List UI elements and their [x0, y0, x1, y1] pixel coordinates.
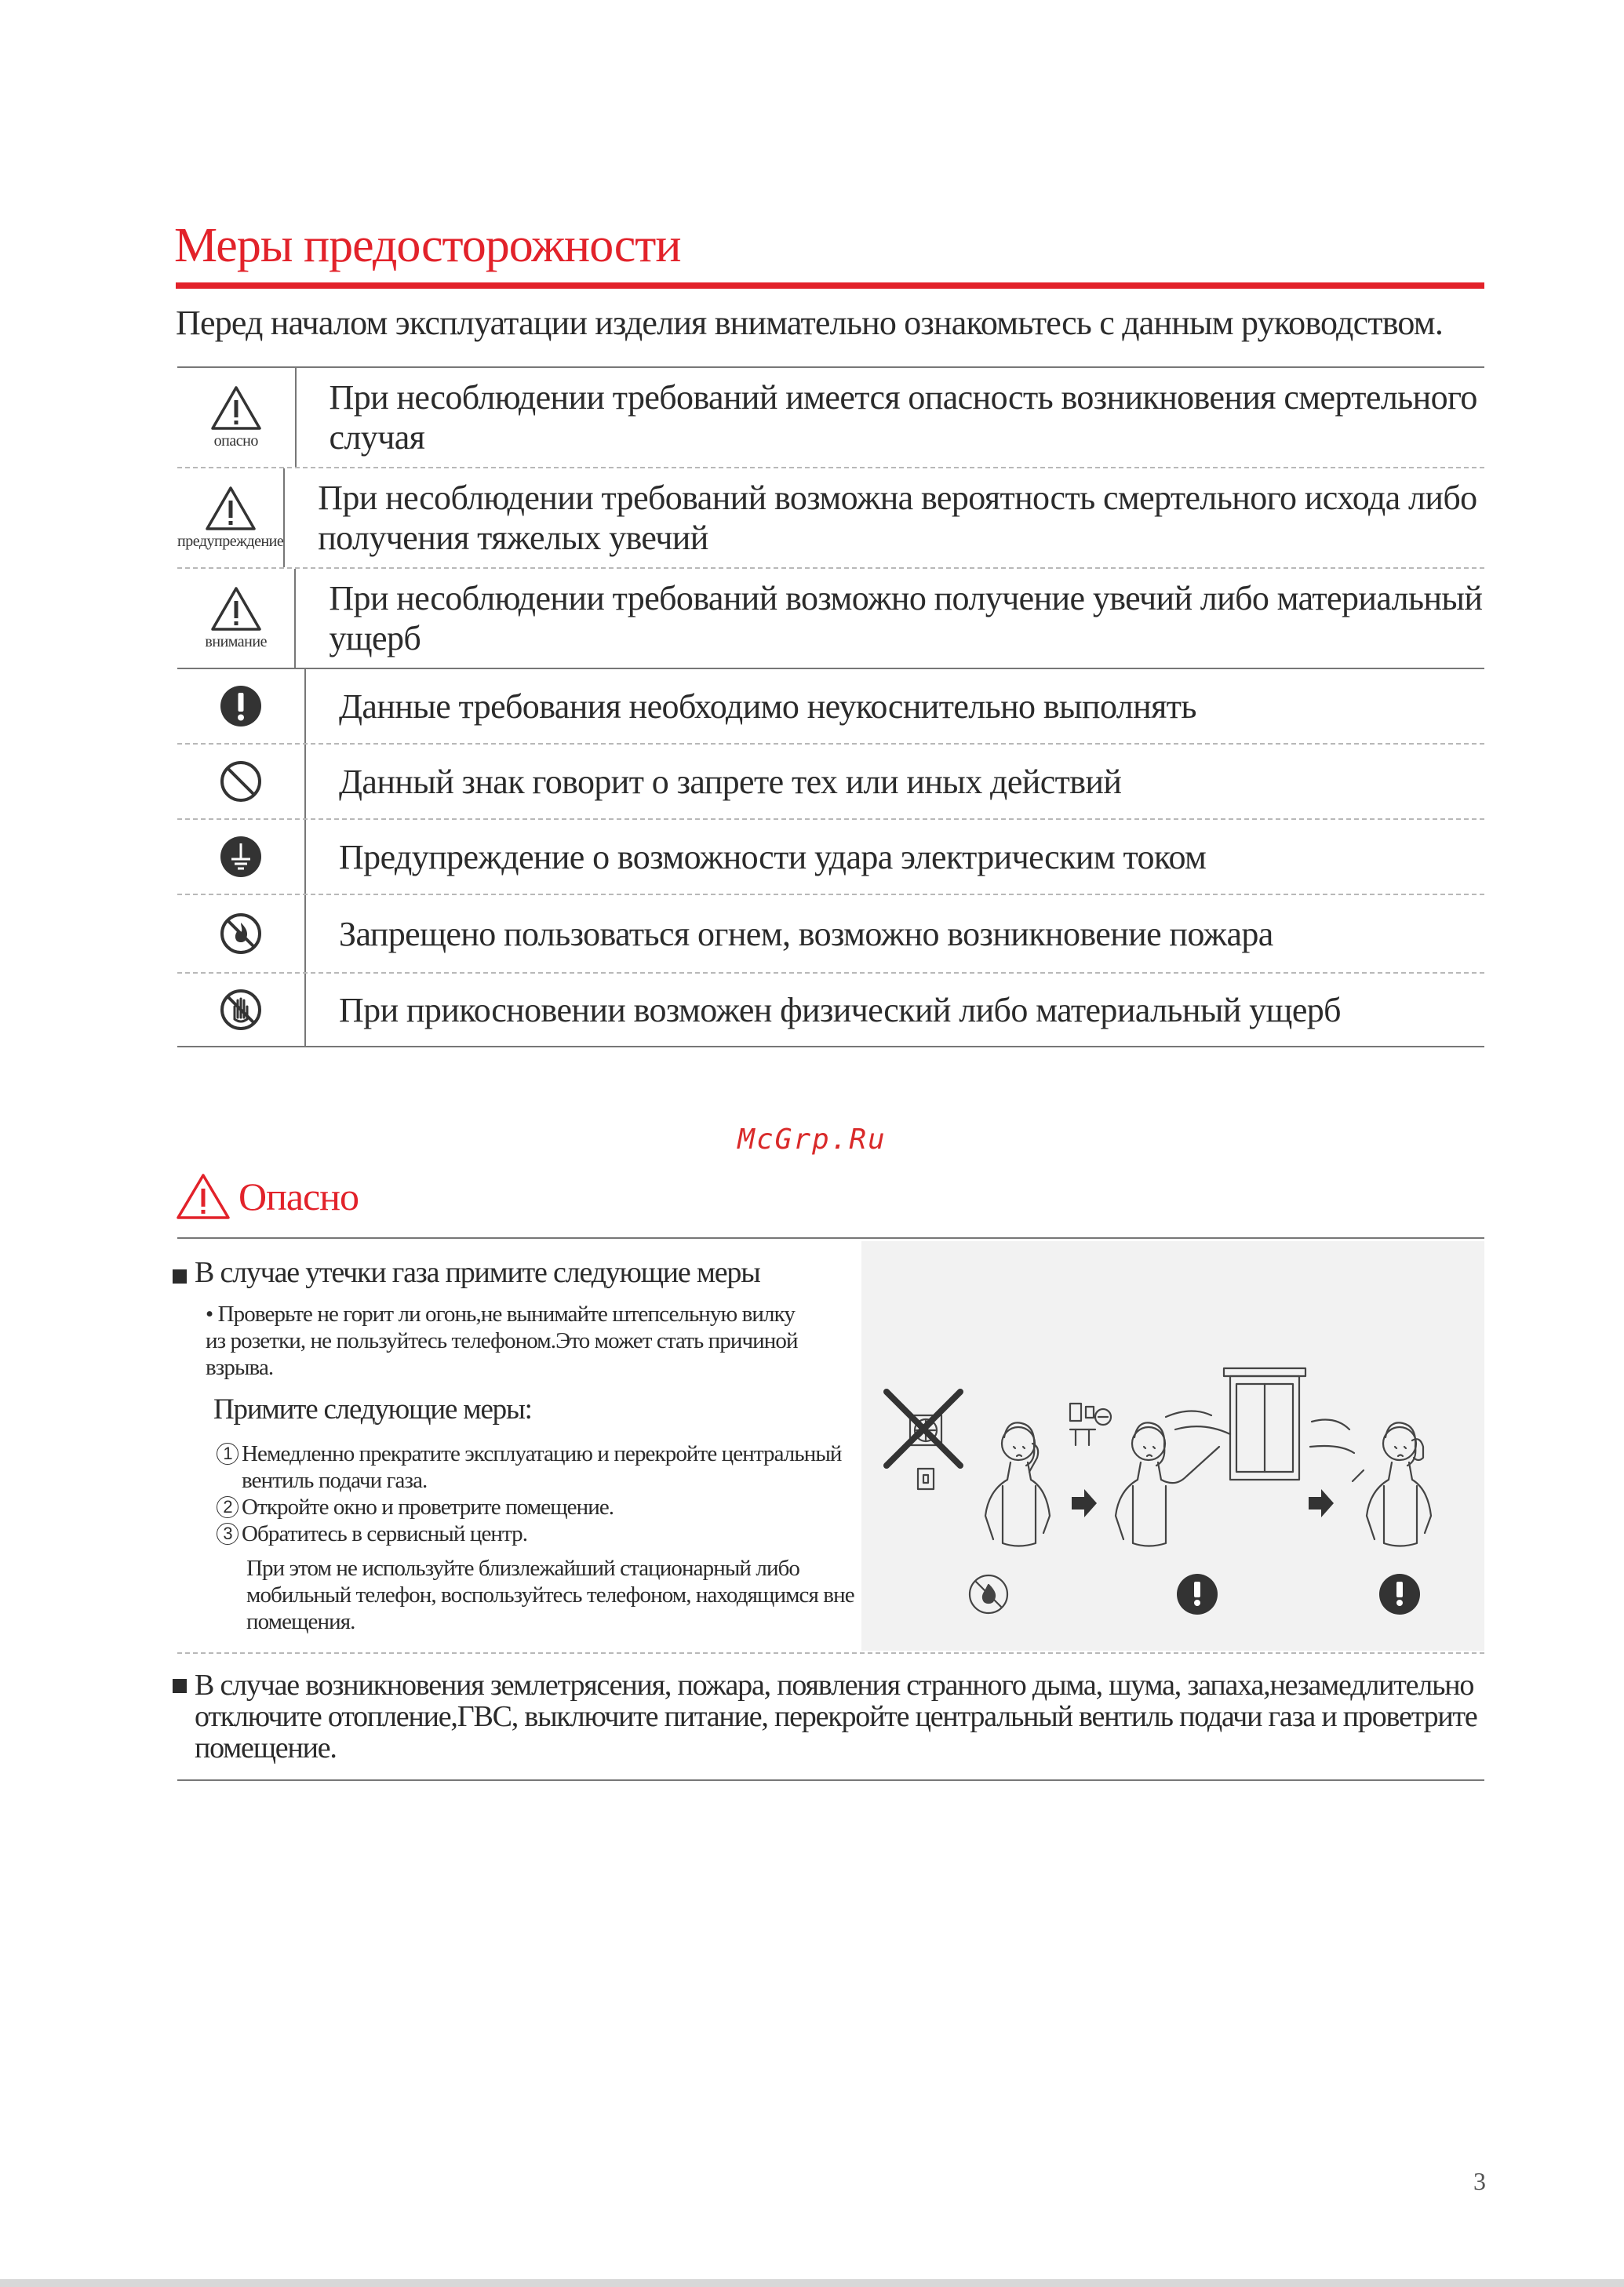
- page-title: Меры предосторожности: [174, 219, 681, 272]
- page-number: 3: [1473, 2167, 1486, 2195]
- step-text: Немедленно прекратите эксплуатацию и перекройте центральный вентиль подачи газа.: [242, 1441, 842, 1493]
- symbol-description: Данный знак говорит о запрете тех или иных действий: [339, 762, 1122, 801]
- step-item: [217, 1520, 860, 1547]
- symbol-cell: [177, 745, 306, 818]
- symbol-cell: [177, 820, 306, 894]
- step-number: 3: [217, 1523, 239, 1545]
- danger-divider: [177, 1237, 1484, 1239]
- take-measures-heading: Примите следующие меры:: [213, 1393, 532, 1426]
- ground-icon: [219, 835, 263, 879]
- gas-leak-heading: [173, 1255, 855, 1290]
- symbol-description: При прикосновении возможен физический либо материальный ущерб: [339, 990, 1341, 1029]
- gas-leak-steps-illustration: [861, 1241, 1484, 1651]
- symbol-row: [177, 745, 1484, 820]
- step-item: [217, 1440, 860, 1494]
- symbol-row: [177, 569, 1484, 669]
- bullet-square-icon: [173, 1269, 187, 1284]
- gas-leak-heading-text: В случае утечки газа примите следующие меры: [195, 1256, 760, 1289]
- gas-leak-heading-block: [173, 1255, 855, 1290]
- symbol-label: внимание: [205, 632, 267, 650]
- symbol-label: предупреждение: [177, 532, 284, 550]
- earthquake-text: В случае возникновения землетрясения, пожара, появления странного дыма, шума, запаха,незамедлительно отключите отопление,ГВС, выключите питание, перекройте центральный вентиль подачи газа и проветрите помещение.: [195, 1669, 1477, 1764]
- symbol-row: [177, 974, 1484, 1046]
- step-number: 1: [217, 1443, 239, 1465]
- bullet-square-icon: [173, 1679, 187, 1693]
- danger-title: Опасно: [239, 1174, 359, 1218]
- step-text: Откройте окно и проветрите помещение.: [242, 1495, 614, 1520]
- danger-section-heading: [176, 1173, 359, 1220]
- title-underline: [176, 282, 1484, 289]
- warning-triangle-icon: [210, 385, 262, 431]
- symbol-cell: [177, 468, 285, 567]
- bottom-divider: [177, 1779, 1484, 1781]
- symbol-description: Данные требования необходимо неукоснительно выполнять: [339, 686, 1196, 726]
- symbol-cell: [177, 974, 306, 1046]
- symbol-description: При несоблюдении требований возможна вероятность смертельного исхода либо получения тяжелых увечий: [318, 479, 1477, 557]
- warning-triangle-icon: [210, 586, 262, 632]
- gas-leak-illustration: [861, 1241, 1484, 1651]
- step-number: 2: [217, 1496, 239, 1518]
- no-touch-icon: [219, 988, 263, 1032]
- symbol-row: [177, 895, 1484, 974]
- watermark: McGrp.Ru: [737, 1123, 887, 1156]
- phone-note: При этом не используйте близлежайший стационарный либо мобильный телефон, воспользуйтесь телефоном, находящимся вне помещения.: [246, 1556, 854, 1634]
- earthquake-block: [173, 1670, 1484, 1764]
- symbol-cell: [177, 569, 296, 668]
- exclamation-circle-icon: [219, 684, 263, 728]
- symbol-row: [177, 368, 1484, 468]
- symbol-description: Предупреждение о возможности удара электрическим током: [339, 837, 1207, 876]
- danger-triangle-icon: [176, 1173, 231, 1220]
- symbol-row: [177, 669, 1484, 745]
- symbol-cell: [177, 368, 297, 467]
- earthquake-item: [173, 1670, 1484, 1764]
- prohibited-icon: [219, 759, 263, 803]
- step-item: [217, 1494, 860, 1520]
- gas-leak-note: • Проверьте не горит ли огонь,не вынимайте штепсельную вилку из розетки, не пользуйтесь телефоном.Это может стать причиной взрыва.: [206, 1302, 798, 1380]
- intro-text: Перед началом эксплуатации изделия внимательно ознакомьтесь с данным руководством.: [176, 304, 1444, 342]
- warning-triangle-icon: [205, 486, 257, 531]
- symbol-cell: [177, 669, 306, 743]
- symbol-description: При несоблюдении требований имеется опасность возникновения смертельного случая: [329, 378, 1477, 457]
- symbol-legend-table: [177, 366, 1484, 1047]
- symbol-description: Запрещено пользоваться огнем, возможно возникновение пожара: [339, 914, 1273, 953]
- gas-leak-steps: [217, 1440, 860, 1547]
- symbol-row: [177, 820, 1484, 895]
- symbol-label: опасно: [213, 432, 258, 450]
- no-fire-icon: [219, 912, 263, 956]
- symbol-row: [177, 468, 1484, 569]
- symbol-description: При несоблюдении требований возможно получение увечий либо материальный ущерб: [329, 579, 1483, 657]
- footer-band: [0, 2279, 1624, 2287]
- symbol-cell: [177, 895, 306, 972]
- section-dashed-divider: [177, 1652, 1484, 1654]
- step-text: Обратитесь в сервисный центр.: [242, 1521, 528, 1546]
